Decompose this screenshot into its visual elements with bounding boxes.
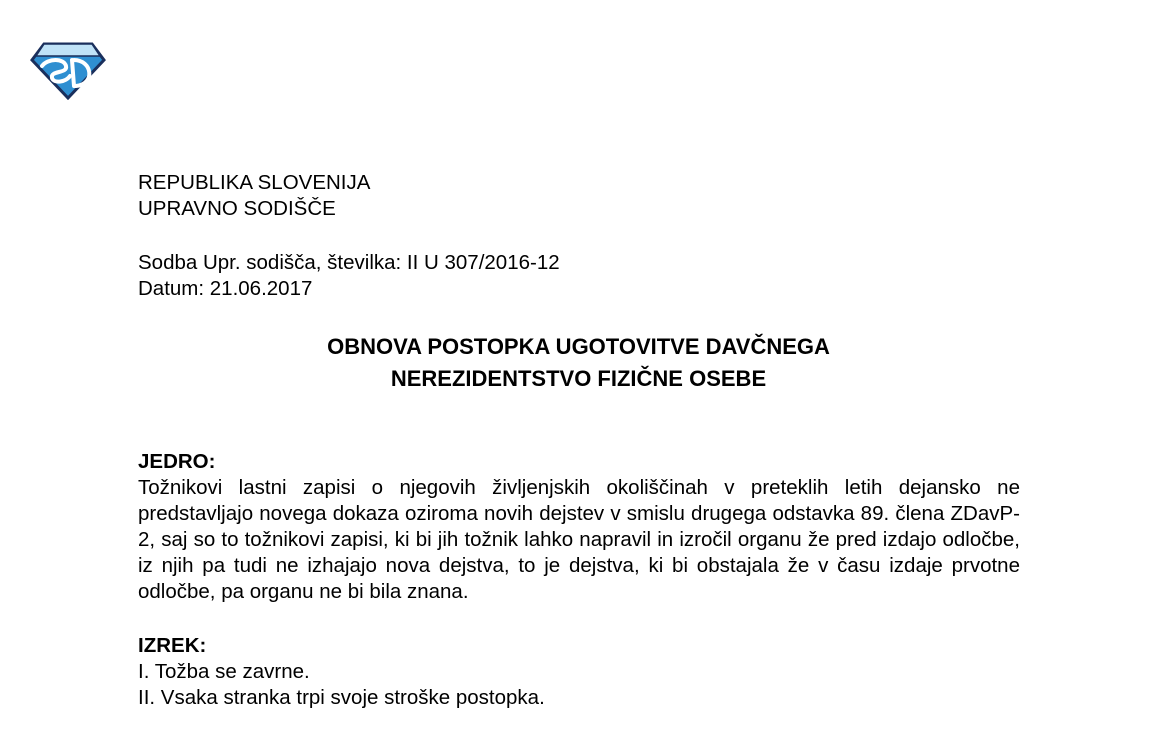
case-info <box>138 250 560 302</box>
diamond-logo-icon <box>30 40 106 100</box>
court-name: UPRAVNO SODIŠČE <box>138 197 336 220</box>
document-title <box>0 331 1157 395</box>
jedro-body: Tožnikovi lastni zapisi o njegovih življenjskih okoliščinah v preteklih letih dejansko ne predstavljajo novega dokaza oziroma novih dejstev v smislu drugega odstavka 89. člena ZDavP-2, saj so to tožnikovi zapisi, ki bi jih tožnik lahko napravil in izročil organu že pred izdajo odločbe, iz njih pa tudi ne izhajajo nova dejstva, to je dejstva, ki bi obstajala že v času izdaje prvotne odločbe, pa organu ne bi bila znana. <box>138 476 1020 603</box>
header-block <box>138 170 370 222</box>
title-line-1: OBNOVA POSTOPKA UGOTOVITVE DAVČNEGA <box>327 334 830 359</box>
izrek-item-1: I. Tožba se zavrne. <box>138 660 310 683</box>
izrek-item-2: II. Vsaka stranka trpi svoje stroške postopka. <box>138 686 545 709</box>
jedro-heading: JEDRO: <box>138 450 216 473</box>
case-date: Datum: 21.06.2017 <box>138 277 313 300</box>
izrek-section <box>138 633 545 711</box>
izrek-heading: IZREK: <box>138 634 207 657</box>
title-line-2: NEREZIDENTSTVO FIZIČNE OSEBE <box>390 366 767 391</box>
case-number: Sodba Upr. sodišča, številka: II U 307/2016-12 <box>138 251 560 274</box>
republic-name: REPUBLIKA SLOVENIJA <box>138 171 371 194</box>
court-logo <box>30 40 106 100</box>
